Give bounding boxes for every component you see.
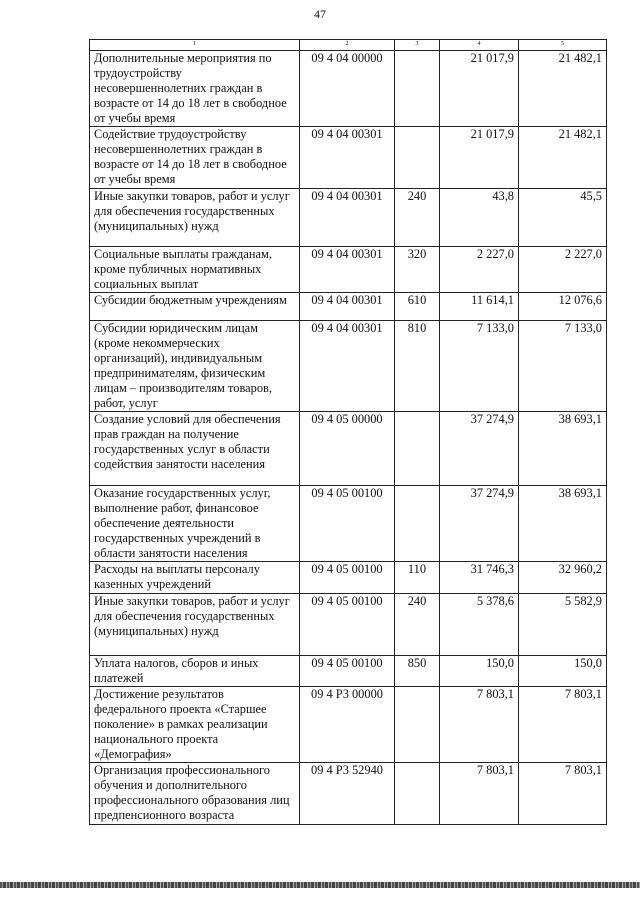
table-row (90, 594, 607, 656)
budget-table (89, 39, 607, 825)
row-amount-year-2: 32 960,2 (519, 562, 607, 594)
row-expense-type: 850 (395, 656, 440, 687)
row-name: Достижение результатов федерального проекта «Старшее поколение» в рамках реализации национального проекта «Демография» (90, 687, 300, 763)
row-code: 09 4 04 00301 (300, 189, 395, 247)
row-amount-year-1: 37 274,9 (440, 412, 519, 486)
row-expense-type (395, 412, 440, 486)
table-row (90, 412, 607, 486)
row-name: Оказание государственных услуг, выполнение работ, финансовое обеспечение деятельности государственных учреждений в области занятости населения (90, 486, 300, 562)
table-row (90, 247, 607, 293)
row-name: Субсидии юридическим лицам (кроме некоммерческих организаций), индивидуальным предпринимателям, физическим лицам – производителям товаров, работ, услуг (90, 321, 300, 412)
row-name: Создание условий для обеспечения прав граждан на получение государственных услуг в области содействия занятости населения (90, 412, 300, 486)
header-cell-2: 2 (300, 40, 395, 51)
row-amount-year-1: 5 378,6 (440, 594, 519, 656)
row-expense-type (395, 486, 440, 562)
row-code: 09 4 P3 00000 (300, 687, 395, 763)
row-amount-year-2: 150,0 (519, 656, 607, 687)
row-amount-year-2: 7 803,1 (519, 687, 607, 763)
row-amount-year-1: 7 133,0 (440, 321, 519, 412)
row-amount-year-1: 43,8 (440, 189, 519, 247)
table-row (90, 763, 607, 825)
table-row (90, 127, 607, 189)
row-amount-year-2: 12 076,6 (519, 293, 607, 321)
row-name: Организация профессионального обучения и дополнительного профессионального образования лиц предпенсионного возраста (90, 763, 300, 825)
row-expense-type: 810 (395, 321, 440, 412)
row-expense-type: 110 (395, 562, 440, 594)
header-cell-3: 3 (395, 40, 440, 51)
table-row (90, 51, 607, 127)
row-expense-type (395, 51, 440, 127)
header-cell-1: 1 (90, 40, 300, 51)
table-row (90, 189, 607, 247)
row-amount-year-1: 11 614,1 (440, 293, 519, 321)
row-name: Расходы на выплаты персоналу казенных учреждений (90, 562, 300, 594)
row-amount-year-2: 7 803,1 (519, 763, 607, 825)
row-code: 09 4 P3 52940 (300, 763, 395, 825)
row-amount-year-1: 7 803,1 (440, 687, 519, 763)
header-cell-4: 4 (440, 40, 519, 51)
table-row (90, 562, 607, 594)
row-code: 09 4 04 00301 (300, 293, 395, 321)
row-code: 09 4 05 00100 (300, 486, 395, 562)
row-amount-year-1: 7 803,1 (440, 763, 519, 825)
row-name: Иные закупки товаров, работ и услуг для обеспечения государственных (муниципальных) нужд (90, 594, 300, 656)
row-code: 09 4 05 00100 (300, 562, 395, 594)
row-amount-year-2: 45,5 (519, 189, 607, 247)
row-expense-type (395, 127, 440, 189)
row-name: Социальные выплаты гражданам, кроме публичных нормативных социальных выплат (90, 247, 300, 293)
row-amount-year-1: 21 017,9 (440, 127, 519, 189)
row-amount-year-2: 38 693,1 (519, 486, 607, 562)
row-amount-year-1: 150,0 (440, 656, 519, 687)
row-expense-type (395, 687, 440, 763)
row-amount-year-1: 37 274,9 (440, 486, 519, 562)
row-code: 09 4 04 00000 (300, 51, 395, 127)
row-expense-type: 240 (395, 594, 440, 656)
row-expense-type: 610 (395, 293, 440, 321)
row-amount-year-2: 38 693,1 (519, 412, 607, 486)
row-code: 09 4 04 00301 (300, 247, 395, 293)
table-row (90, 293, 607, 321)
row-expense-type: 320 (395, 247, 440, 293)
table-row (90, 486, 607, 562)
row-name: Субсидии бюджетным учреждениям (90, 293, 300, 321)
row-amount-year-2: 2 227,0 (519, 247, 607, 293)
table-row (90, 656, 607, 687)
row-name: Уплата налогов, сборов и иных платежей (90, 656, 300, 687)
table-row (90, 321, 607, 412)
header-row (90, 40, 607, 51)
row-amount-year-2: 21 482,1 (519, 51, 607, 127)
row-amount-year-1: 31 746,3 (440, 562, 519, 594)
row-amount-year-1: 21 017,9 (440, 51, 519, 127)
row-name: Дополнительные мероприятия по трудоустройству несовершеннолетних граждан в возрасте от 14 до 18 лет в свободное от учебы время (90, 51, 300, 127)
row-name: Иные закупки товаров, работ и услуг для обеспечения государственных (муниципальных) нужд (90, 189, 300, 247)
row-code: 09 4 05 00100 (300, 594, 395, 656)
row-expense-type: 240 (395, 189, 440, 247)
row-code: 09 4 05 00100 (300, 656, 395, 687)
row-code: 09 4 04 00301 (300, 321, 395, 412)
row-code: 09 4 04 00301 (300, 127, 395, 189)
row-amount-year-2: 7 133,0 (519, 321, 607, 412)
page-number: 47 (314, 7, 326, 21)
row-amount-year-2: 21 482,1 (519, 127, 607, 189)
header-cell-5: 5 (519, 40, 607, 51)
row-amount-year-1: 2 227,0 (440, 247, 519, 293)
table-row (90, 687, 607, 763)
row-name: Содействие трудоустройству несовершеннолетних граждан в возрасте от 14 до 18 лет в свободное от учебы время (90, 127, 300, 189)
row-amount-year-2: 5 582,9 (519, 594, 607, 656)
row-code: 09 4 05 00000 (300, 412, 395, 486)
scan-edge-artifact (0, 882, 640, 888)
row-expense-type (395, 763, 440, 825)
